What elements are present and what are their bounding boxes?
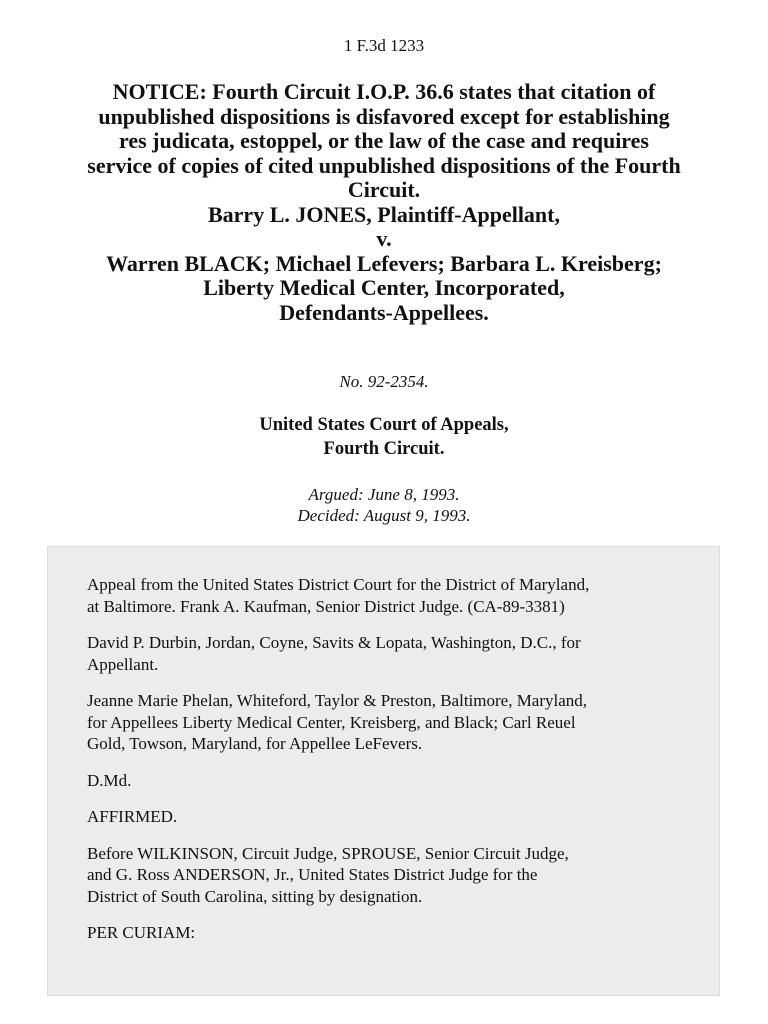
- notice-line: NOTICE: Fourth Circuit I.O.P. 36.6 states that citation of: [112, 79, 656, 104]
- plaintiff: Barry L. JONES, Plaintiff-Appellant,: [207, 201, 560, 227]
- notice-line: unpublished dispositions is disfavored except for establishing: [98, 103, 670, 129]
- notice-line: Circuit.: [347, 177, 421, 202]
- argued-date: Argued: June 8, 1993.: [308, 485, 460, 504]
- court-line: Fourth Circuit.: [323, 439, 445, 459]
- panel-line: District of South Carolina, sitting by designation.: [87, 886, 423, 906]
- appeal-line: Appeal from the United States District Court for the District of Maryland,: [87, 575, 590, 594]
- docket-number: No. 92-2354.: [339, 372, 429, 391]
- appeal-info: [87, 574, 687, 617]
- citation: 1 F.3d 1233: [343, 36, 425, 55]
- panel-line: and G. Ross ANDERSON, Jr., United States District Judge for the: [87, 865, 538, 884]
- counsel-line: Gold, Towson, Maryland, for Appellee LeFevers.: [87, 734, 423, 753]
- appeal-line: at Baltimore. Frank A. Kaufman, Senior District Judge. (CA-89-3381): [87, 596, 565, 616]
- decided-date: Decided: August 9, 1993.: [297, 506, 471, 525]
- counsel-line: for Appellees Liberty Medical Center, Kreisberg, and Black; Carl Reuel: [87, 712, 576, 732]
- defendants-line: Warren BLACK; Michael Lefevers; Barbara L. Kreisberg;: [106, 250, 662, 276]
- court-name: [0, 413, 768, 461]
- district-code: D.Md.: [87, 770, 132, 790]
- counsel-line: Jeanne Marie Phelan, Whiteford, Taylor & Preston, Baltimore, Maryland,: [87, 691, 588, 710]
- notice-line: service of copies of cited unpublished dispositions of the Fourth: [87, 152, 681, 178]
- counsel-appellant: [87, 632, 687, 675]
- court-line: United States Court of Appeals,: [259, 415, 509, 435]
- defendants-line: Liberty Medical Center, Incorporated,: [203, 275, 565, 300]
- versus: v.: [376, 226, 392, 251]
- case-summary: [87, 574, 687, 959]
- notice-line: res judicata, estoppel, or the law of the case and requires: [118, 128, 649, 153]
- case-summary-box: [47, 546, 720, 996]
- panel: [87, 843, 687, 908]
- counsel-line: David P. Durbin, Jordan, Coyne, Savits & Lopata, Washington, D.C., for: [87, 633, 581, 652]
- per-curiam: PER CURIAM:: [87, 923, 196, 942]
- panel-line: Before WILKINSON, Circuit Judge, SPROUSE, Senior Circuit Judge,: [87, 843, 569, 863]
- counsel-line: Appellant.: [87, 654, 159, 674]
- disposition: AFFIRMED.: [87, 807, 178, 826]
- counsel-appellees: [87, 690, 687, 755]
- case-dates: [0, 484, 768, 526]
- case-heading: [40, 80, 728, 325]
- defendants-line: Defendants-Appellees.: [279, 299, 489, 325]
